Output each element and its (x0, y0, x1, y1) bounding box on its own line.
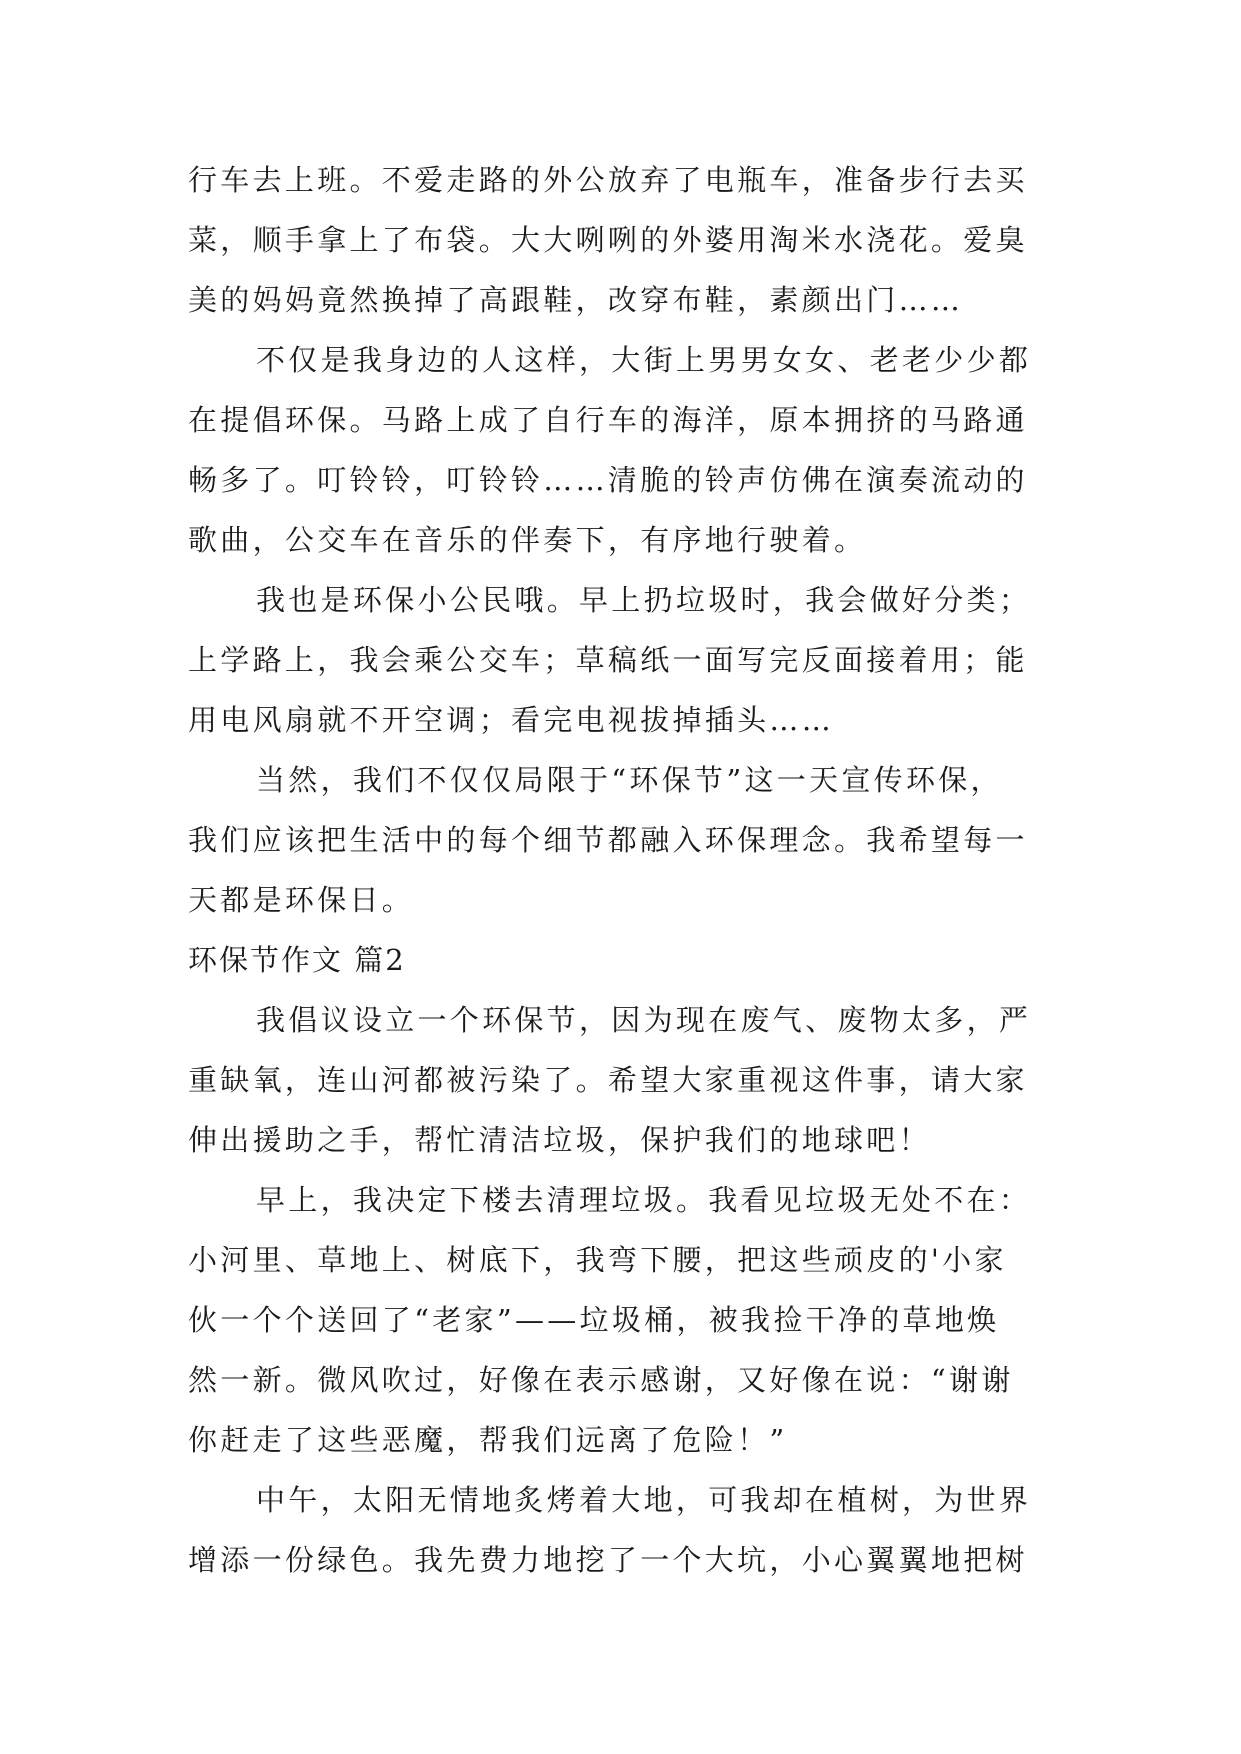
text-line: 早上，我决定下楼去清理垃圾。我看见垃圾无处不在： (256, 1183, 1032, 1217)
text-line: 用电风扇就不开空调；看完电视拔掉插头…… (188, 703, 835, 737)
text-line: 不仅是我身边的人这样，大街上男男女女、老老少少都 (256, 343, 1032, 377)
text-line: 上学路上，我会乘公交车；草稿纸一面写完反面接着用；能 (188, 643, 1028, 677)
text-line: 伙一个个送回了“老家”——垃圾桶，被我捡干净的草地焕 (188, 1303, 1000, 1337)
text-line: 我们应该把生活中的每个细节都融入环保理念。我希望每一 (188, 823, 1028, 857)
text-line: 天都是环保日。 (188, 883, 415, 917)
paragraph (188, 1470, 1050, 1590)
text-line: 歌曲，公交车在音乐的伴奏下，有序地行驶着。 (188, 523, 867, 557)
text-line: 然一新。微风吹过，好像在表示感谢，又好像在说：“谢谢 (188, 1363, 1014, 1397)
text-line: 当然，我们不仅仅局限于“环保节”这一天宣传环保， (256, 763, 1003, 797)
text-line: 伸出援助之手，帮忙清洁垃圾，保护我们的地球吧！ (188, 1123, 931, 1157)
paragraph (188, 750, 1050, 930)
paragraph (188, 1170, 1050, 1470)
paragraph (188, 990, 1050, 1170)
text-line: 畅多了。叮铃铃，叮铃铃……清脆的铃声仿佛在演奏流动的 (188, 463, 1028, 497)
section-heading: 环保节作文 篇2 (188, 943, 406, 977)
text-line: 行车去上班。不爱走路的外公放弃了电瓶车，准备步行去买 (188, 163, 1028, 197)
paragraph (188, 330, 1050, 570)
text-line: 我倡议设立一个环保节，因为现在废气、废物太多，严 (256, 1003, 1032, 1037)
text-line: 你赶走了这些恶魔，帮我们远离了危险！” (188, 1423, 788, 1457)
text-line: 中午，太阳无情地炙烤着大地，可我却在植树，为世界 (256, 1483, 1032, 1517)
document-page (188, 150, 1050, 1590)
text-line: 增添一份绿色。我先费力地挖了一个大坑，小心翼翼地把树 (188, 1543, 1028, 1577)
text-line: 小河里、草地上、树底下，我弯下腰，把这些顽皮的'小家 (188, 1243, 1007, 1277)
paragraph (188, 570, 1050, 750)
text-line: 重缺氧，连山河都被污染了。希望大家重视这件事，请大家 (188, 1063, 1028, 1097)
text-line: 菜，顺手拿上了布袋。大大咧咧的外婆用淘米水浇花。爱臭 (188, 223, 1028, 257)
text-line: 在提倡环保。马路上成了自行车的海洋，原本拥挤的马路通 (188, 403, 1028, 437)
text-line: 我也是环保小公民哦。早上扔垃圾时，我会做好分类； (256, 583, 1032, 617)
paragraph (188, 150, 1050, 330)
text-line: 美的妈妈竟然换掉了高跟鞋，改穿布鞋，素颜出门…… (188, 283, 964, 317)
